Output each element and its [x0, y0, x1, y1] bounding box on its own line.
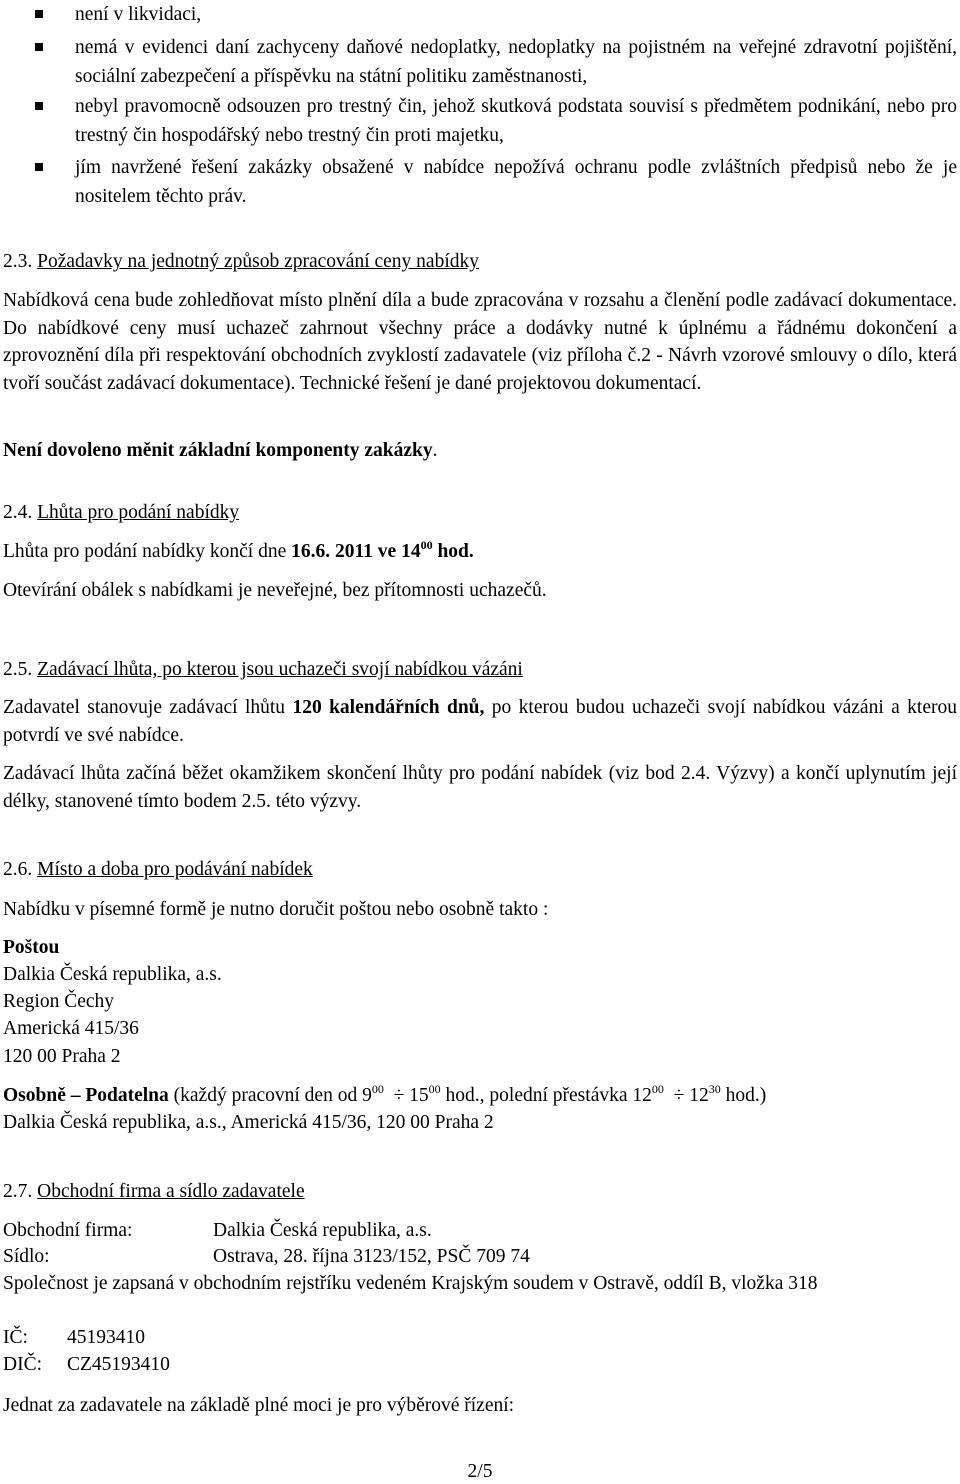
delivery-intro: Nabídku v písemné formě je nutno doručit poštou nebo osobně takto :: [3, 899, 549, 920]
postal-heading: Poštou: [3, 937, 60, 958]
section-2-3-paragraph: Nabídková cena bude zohledňovat místo plnění díla a bude zpracována v rozsahu a členění podle zadávací dokumentace. Do nabídkové ceny musí uchazeč zahrnout všechny práce a dodávky nutné k úplnému a řádnému dokončení a zprovoznění díla při respektování obchodních zvyklostí zadavatele (viz příloha č.2 - Návrh vzorové smlouvy o dílo, která tvoří součást zadávací dokumentace). Technické řešení je dané projektovou dokumentací.: [3, 290, 957, 394]
deadline-line: Lhůta pro podání nabídky končí dne 16.6. 2011 ve $14^{00}$ hod.: [3, 538, 474, 562]
section-2-3-bold-note: Není dovoleno měnit základní komponenty zakázky.: [3, 440, 438, 461]
postal-address-line: Region Čechy: [3, 991, 115, 1012]
representative-note: Jednat za zadavatele na základě plné moci je pro výběrové řízení:: [3, 1395, 515, 1416]
list-item: jím navržené řešení zakázky obsažené v nabídce nepožívá ochranu podle zvláštních předpisů nebo že je nositelem těchto práv.: [75, 153, 957, 211]
in-person-line: Osobně – Podatelna (každý pracovní den od $9^{00} \div 15^{00}$ hod., polední přestávka $12^{00} \div 12^{30}$ hod.): [3, 1082, 767, 1106]
page-number: 2/5: [467, 1461, 493, 1482]
bullet-square-icon: [35, 163, 43, 171]
division-sign-icon: ÷: [673, 1085, 685, 1106]
section-heading-2-4: 2.4. Lhůta pro podání nabídky: [3, 502, 240, 523]
company-name-row: Obchodní firma: Dalkia Česká republika, a.s.: [3, 1220, 432, 1241]
in-person-address: Dalkia Česká republika, a.s., Americká 415/36, 120 00 Praha 2: [3, 1112, 494, 1133]
section-heading-2-6: 2.6. Místo a doba pro podávání nabídek: [3, 859, 313, 880]
division-sign-icon: ÷: [393, 1085, 405, 1106]
bullet-square-icon: [35, 10, 43, 18]
tax-id-row: DIČ: CZ45193410: [3, 1354, 170, 1375]
postal-address-line: Americká 415/36: [3, 1018, 139, 1039]
list-item: nebyl pravomocně odsouzen pro trestný čin, jehož skutková podstata souvisí s předmětem podnikání, nebo pro trestný čin hospodářský nebo trestný čin proti majetku,: [75, 92, 957, 150]
company-id-row: IČ: 45193410: [3, 1327, 145, 1348]
list-item: není v likvidaci,: [75, 0, 957, 29]
section-heading-2-5: 2.5. Zadávací lhůta, po kterou jsou uchazeči svojí nabídkou vázáni: [3, 659, 523, 680]
opening-note: Otevírání obálek s nabídkami je neveřejné, bez přítomnosti uchazečů.: [3, 580, 547, 601]
bullet-square-icon: [35, 102, 43, 110]
section-2-5-paragraph-2: Zadávací lhůta začíná běžet okamžikem skončení lhůty pro podání nabídek (viz bod 2.4. Výzvy) a končí uplynutím její délky, stanovené tímto bodem 2.5. této výzvy.: [3, 763, 957, 812]
postal-address-line: Dalkia Česká republika, a.s.: [3, 964, 222, 985]
list-item: nemá v evidenci daní zachyceny daňové nedoplatky, nedoplatky na pojistném na veřejné zdravotní pojištění, sociální zabezpečení a příspěvku na státní politiku zaměstnanosti,: [75, 33, 957, 91]
section-2-5-paragraph-1: Zadavatel stanovuje zadávací lhůtu 120 kalendářních dnů, po kterou budou uchazeči svojí nabídkou vázáni a kterou potvrdí ve své nabídce.: [3, 697, 957, 746]
company-seat-row: Sídlo: Ostrava, 28. října 3123/152, PSČ 709 74: [3, 1246, 530, 1267]
section-heading-2-3: 2.3. Požadavky na jednotný způsob zpracování ceny nabídky: [3, 251, 479, 272]
section-heading-2-7: 2.7. Obchodní firma a sídlo zadavatele: [3, 1181, 305, 1202]
registry-note: Společnost je zapsaná v obchodním rejstříku vedeném Krajským soudem v Ostravě, oddíl B, vložka 318: [3, 1273, 818, 1294]
bullet-square-icon: [35, 43, 43, 51]
postal-address-line: 120 00 Praha 2: [3, 1046, 121, 1067]
